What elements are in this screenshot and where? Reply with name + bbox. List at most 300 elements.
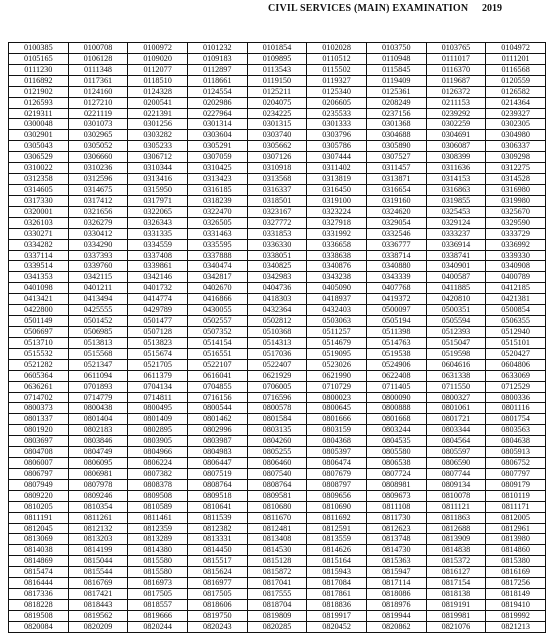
roll-number-cell: 0310425	[187, 163, 247, 174]
roll-number-cell: 0301314	[187, 119, 247, 130]
roll-number-cell: 0106128	[68, 53, 128, 64]
roll-number-cell: 0803344	[426, 425, 486, 436]
roll-number-cell: 0432403	[307, 305, 367, 316]
roll-number-cell: 0802996	[187, 425, 247, 436]
roll-number-cell: 0519538	[366, 348, 426, 359]
roll-number-cell: 0819410	[486, 600, 546, 611]
roll-number-cell: 0515532	[9, 348, 69, 359]
roll-number-cell: 0819809	[247, 610, 307, 621]
roll-number-cell: 0302305	[486, 119, 546, 130]
table-row	[9, 75, 546, 86]
roll-number-cell: 0716596	[247, 392, 307, 403]
roll-number-cell: 0125340	[307, 86, 367, 97]
roll-number-cell: 0109020	[128, 53, 188, 64]
roll-number-cell: 0814869	[9, 556, 69, 567]
roll-number-cell: 0326505	[187, 217, 247, 228]
roll-number-cell: 0419372	[366, 294, 426, 305]
roll-number-cell: 0317412	[68, 195, 128, 206]
table-row	[9, 567, 546, 578]
table-row	[9, 326, 546, 337]
roll-number-cell: 0805913	[486, 447, 546, 458]
exam-title: CIVIL SERVICES (MAIN) EXAMINATION	[268, 3, 469, 14]
roll-number-cell: 0704134	[128, 381, 188, 392]
roll-number-cell: 0306087	[426, 141, 486, 152]
roll-number-cell: 0816169	[486, 567, 546, 578]
roll-number-cell: 0314675	[68, 184, 128, 195]
exam-year: 2019	[482, 3, 502, 14]
roll-number-cell: 0401732	[128, 283, 188, 294]
roll-number-cell: 0301333	[307, 119, 367, 130]
roll-number-cell: 0803846	[68, 436, 128, 447]
roll-number-cell: 0802183	[68, 425, 128, 436]
roll-number-cell: 0813980	[486, 534, 546, 545]
roll-number-cell: 0806474	[307, 458, 367, 469]
roll-number-cell: 0820209	[68, 621, 128, 632]
roll-number-cell: 0305043	[9, 141, 69, 152]
roll-number-cell: 0313416	[128, 174, 188, 185]
roll-number-cell: 0340825	[247, 261, 307, 272]
table-row	[9, 621, 546, 632]
roll-number-cell: 0317330	[9, 195, 69, 206]
table-row	[9, 174, 546, 185]
table-row	[9, 64, 546, 75]
table-row	[9, 272, 546, 283]
roll-number-cell: 0817336	[9, 589, 69, 600]
roll-number-cell: 0302259	[426, 119, 486, 130]
roll-number-cell: 0807382	[128, 468, 188, 479]
roll-number-cell: 0818086	[366, 589, 426, 600]
roll-number-cell: 0803244	[366, 425, 426, 436]
roll-number-cell: 0512940	[486, 326, 546, 337]
roll-number-cell: 0706005	[247, 381, 307, 392]
table-row	[9, 359, 546, 370]
roll-number-cell: 0405090	[307, 283, 367, 294]
roll-number-cell: 0801668	[366, 414, 426, 425]
roll-number-cell: 0818606	[187, 600, 247, 611]
roll-number-cell: 0316863	[426, 184, 486, 195]
roll-number-cell: 0515568	[68, 348, 128, 359]
table-row	[9, 370, 546, 381]
roll-number-cell: 0811121	[426, 501, 486, 512]
roll-number-cell: 0119327	[307, 75, 367, 86]
roll-number-cell: 0338638	[307, 250, 367, 261]
roll-number-cell: 0432364	[247, 305, 307, 316]
roll-number-cell: 0301368	[366, 119, 426, 130]
roll-number-cell: 0336658	[307, 239, 367, 250]
roll-number-cell: 0813331	[187, 534, 247, 545]
roll-number-cell: 0801116	[486, 403, 546, 414]
roll-number-cell: 0333729	[486, 228, 546, 239]
roll-number-cell: 0819562	[68, 610, 128, 621]
roll-number-cell: 0816973	[128, 578, 188, 589]
roll-number-cell: 0511398	[366, 326, 426, 337]
roll-number-cell: 0342146	[128, 272, 188, 283]
roll-number-cell: 0416866	[187, 294, 247, 305]
roll-number-cell: 0312275	[486, 163, 546, 174]
roll-number-cell: 0503063	[307, 316, 367, 327]
roll-number-cell: 0521282	[9, 359, 69, 370]
table-row	[9, 228, 546, 239]
roll-number-cell: 0116892	[9, 75, 69, 86]
roll-number-cell: 0819944	[366, 610, 426, 621]
roll-number-cell: 0813909	[426, 534, 486, 545]
roll-number-cell: 0813559	[307, 534, 367, 545]
roll-number-cell: 0812005	[486, 512, 546, 523]
roll-number-cell: 0514313	[247, 337, 307, 348]
roll-number-cell: 0319100	[307, 195, 367, 206]
roll-number-cell: 0807978	[68, 479, 128, 490]
roll-number-cell: 0400789	[486, 272, 546, 283]
roll-number-cell: 0817861	[307, 589, 367, 600]
roll-number-cell: 0334290	[68, 239, 128, 250]
roll-number-cell: 0807744	[426, 468, 486, 479]
roll-number-cell: 0303282	[128, 130, 188, 141]
roll-number-cell: 0500854	[486, 305, 546, 316]
roll-number-cell: 0100972	[128, 43, 188, 54]
roll-number-cell: 0305233	[128, 141, 188, 152]
roll-number-cell: 0333237	[426, 228, 486, 239]
roll-number-cell: 0329124	[426, 217, 486, 228]
roll-number-cell: 0817421	[68, 589, 128, 600]
roll-number-cell: 0806590	[426, 458, 486, 469]
roll-number-cell: 0512393	[426, 326, 486, 337]
table-row	[9, 239, 546, 250]
roll-number-cell: 0306712	[128, 152, 188, 163]
roll-number-cell: 0800544	[187, 403, 247, 414]
roll-number-cell: 0716156	[187, 392, 247, 403]
roll-number-cell: 0801061	[426, 403, 486, 414]
roll-number-cell: 0807949	[9, 479, 69, 490]
roll-number-cell: 0806447	[187, 458, 247, 469]
roll-number-cell: 0808378	[128, 479, 188, 490]
table-row	[9, 490, 546, 501]
roll-number-cell: 0805255	[247, 447, 307, 458]
roll-number-cell: 0339330	[486, 250, 546, 261]
roll-number-cell: 0340880	[366, 261, 426, 272]
roll-number-cell: 0809518	[187, 490, 247, 501]
table-row	[9, 381, 546, 392]
roll-number-cell: 0318239	[187, 195, 247, 206]
roll-number-cell: 0117361	[68, 75, 128, 86]
roll-number-cell: 0806752	[486, 458, 546, 469]
roll-number-cell: 0506985	[68, 326, 128, 337]
roll-number-cell: 0514154	[187, 337, 247, 348]
table-row	[9, 501, 546, 512]
roll-number-cell: 0810641	[187, 501, 247, 512]
roll-number-cell: 0806224	[128, 458, 188, 469]
roll-number-cell: 0818557	[128, 600, 188, 611]
roll-number-cell: 0808764	[187, 479, 247, 490]
roll-number-cell: 0604806	[486, 359, 546, 370]
roll-number-cell: 0524906	[366, 359, 426, 370]
roll-number-cell: 0331853	[247, 228, 307, 239]
roll-number-cell: 0711405	[366, 381, 426, 392]
roll-number-cell: 0307126	[247, 152, 307, 163]
roll-number-cell: 0505194	[366, 316, 426, 327]
roll-number-cell: 0802895	[128, 425, 188, 436]
roll-number-cell: 0801584	[247, 414, 307, 425]
roll-number-cell: 0818138	[426, 589, 486, 600]
roll-number-cell: 0500351	[426, 305, 486, 316]
roll-number-cell: 0310236	[68, 163, 128, 174]
table-row	[9, 130, 546, 141]
table-row	[9, 250, 546, 261]
roll-number-cell: 0306337	[486, 141, 546, 152]
roll-number-cell: 0302901	[9, 130, 69, 141]
roll-number-cell: 0507128	[128, 326, 188, 337]
roll-number-cell: 0812382	[187, 523, 247, 534]
roll-number-cell: 0306660	[68, 152, 128, 163]
roll-number-cell: 0714811	[128, 392, 188, 403]
roll-number-cell: 0115845	[366, 64, 426, 75]
roll-number-cell: 0816127	[426, 567, 486, 578]
roll-number-cell: 0335595	[187, 239, 247, 250]
roll-number-cell: 0803159	[307, 425, 367, 436]
roll-number-cell: 0816977	[187, 578, 247, 589]
roll-number-cell: 0808797	[307, 479, 367, 490]
roll-number-cell: 0307059	[187, 152, 247, 163]
roll-number-cell: 0305786	[307, 141, 367, 152]
table-row	[9, 337, 546, 348]
roll-number-cell: 0118510	[128, 75, 188, 86]
roll-number-cell: 0611379	[128, 370, 188, 381]
roll-number-cell: 0820243	[187, 621, 247, 632]
roll-number-table	[8, 42, 546, 633]
table-row	[9, 414, 546, 425]
roll-number-cell: 0340908	[486, 261, 546, 272]
roll-number-cell: 0316337	[247, 184, 307, 195]
roll-number-cell: 0800023	[307, 392, 367, 403]
table-row	[9, 348, 546, 359]
table-row	[9, 479, 546, 490]
roll-number-cell: 0305291	[187, 141, 247, 152]
roll-number-cell: 0311636	[426, 163, 486, 174]
roll-number-cell: 0812045	[9, 523, 69, 534]
roll-number-cell: 0513813	[68, 337, 128, 348]
roll-number-cell: 0313568	[247, 174, 307, 185]
roll-number-cell: 0811261	[68, 512, 128, 523]
roll-number-cell: 0817041	[247, 578, 307, 589]
roll-number-cell: 0810354	[68, 501, 128, 512]
roll-number-cell: 0322065	[128, 206, 188, 217]
roll-number-cell: 0125361	[366, 86, 426, 97]
roll-number-cell: 0816444	[9, 578, 69, 589]
roll-number-cell: 0313423	[187, 174, 247, 185]
roll-number-cell: 0109183	[187, 53, 247, 64]
roll-number-cell: 0339760	[68, 261, 128, 272]
roll-number-cell: 0814199	[68, 545, 128, 556]
roll-number-cell: 0305890	[366, 141, 426, 152]
roll-number-cell: 0803697	[9, 436, 69, 447]
roll-number-cell: 0819981	[426, 610, 486, 621]
roll-number-cell: 0814838	[426, 545, 486, 556]
roll-number-cell: 0803135	[247, 425, 307, 436]
roll-number-cell: 0330271	[9, 228, 69, 239]
roll-number-cell: 0815872	[247, 567, 307, 578]
roll-number-cell: 0804638	[486, 436, 546, 447]
roll-number-cell: 0818704	[247, 600, 307, 611]
roll-number-cell: 0636261	[9, 381, 69, 392]
roll-number-cell: 0418937	[307, 294, 367, 305]
roll-number-cell: 0814860	[486, 545, 546, 556]
roll-number-cell: 0208249	[366, 97, 426, 108]
roll-number-cell: 0331463	[187, 228, 247, 239]
table-row	[9, 600, 546, 611]
roll-number-cell: 0304980	[486, 130, 546, 141]
roll-number-table-body	[9, 43, 546, 633]
roll-number-cell: 0339514	[9, 261, 69, 272]
roll-number-cell: 0127210	[68, 97, 128, 108]
roll-number-cell: 0413494	[68, 294, 128, 305]
roll-number-cell: 0330412	[68, 228, 128, 239]
roll-number-cell: 0311457	[366, 163, 426, 174]
roll-number-cell: 0308399	[426, 152, 486, 163]
roll-number-cell: 0303740	[247, 130, 307, 141]
roll-number-cell: 0506355	[486, 316, 546, 327]
roll-number-cell: 0817505	[187, 589, 247, 600]
roll-number-cell: 0519598	[426, 348, 486, 359]
roll-number-cell: 0314153	[426, 174, 486, 185]
roll-number-cell: 0336777	[366, 239, 426, 250]
roll-number-cell: 0806538	[366, 458, 426, 469]
roll-number-cell: 0812961	[486, 523, 546, 534]
roll-number-cell: 0316185	[187, 184, 247, 195]
roll-number-cell: 0811670	[247, 512, 307, 523]
roll-number-cell: 0342983	[247, 272, 307, 283]
roll-number-cell: 0200541	[128, 97, 188, 108]
roll-number-cell: 0334559	[128, 239, 188, 250]
roll-number-cell: 0714779	[68, 392, 128, 403]
roll-number-cell: 0813289	[128, 534, 188, 545]
roll-number-cell: 0101854	[247, 43, 307, 54]
roll-number-cell: 0519095	[307, 348, 367, 359]
roll-number-cell: 0811108	[366, 501, 426, 512]
roll-number-cell: 0800495	[128, 403, 188, 414]
roll-number-cell: 0814530	[247, 545, 307, 556]
roll-number-cell: 0621990	[307, 370, 367, 381]
roll-number-cell: 0815517	[187, 556, 247, 567]
roll-number-cell: 0125211	[247, 86, 307, 97]
roll-number-cell: 0811863	[426, 512, 486, 523]
roll-number-cell: 0814038	[9, 545, 69, 556]
roll-number-cell: 0227964	[187, 108, 247, 119]
roll-number-cell: 0616041	[187, 370, 247, 381]
roll-number-cell: 0420810	[426, 294, 486, 305]
roll-number-cell: 0302965	[68, 130, 128, 141]
roll-number-cell: 0515674	[128, 348, 188, 359]
roll-number-cell: 0522107	[187, 359, 247, 370]
roll-number-cell: 0810119	[486, 490, 546, 501]
roll-number-cell: 0100708	[68, 43, 128, 54]
roll-number-cell: 0118661	[187, 75, 247, 86]
roll-number-cell: 0800336	[486, 392, 546, 403]
table-row	[9, 283, 546, 294]
roll-number-cell: 0313871	[366, 174, 426, 185]
roll-number-cell: 0800578	[247, 403, 307, 414]
roll-number-cell: 0815580	[128, 567, 188, 578]
roll-number-cell: 0800327	[426, 392, 486, 403]
roll-number-cell: 0809134	[426, 479, 486, 490]
roll-number-cell: 0221391	[128, 108, 188, 119]
roll-number-cell: 0315950	[128, 184, 188, 195]
roll-number-cell: 0605364	[9, 370, 69, 381]
roll-number-cell: 0812359	[128, 523, 188, 534]
roll-number-cell: 0801754	[486, 414, 546, 425]
roll-number-cell: 0712529	[486, 381, 546, 392]
roll-number-cell: 0815544	[68, 567, 128, 578]
roll-number-cell: 0812591	[307, 523, 367, 534]
roll-number-cell: 0303796	[307, 130, 367, 141]
roll-number-cell: 0326279	[68, 217, 128, 228]
roll-number-cell: 0815624	[187, 567, 247, 578]
roll-number-cell: 0402670	[187, 283, 247, 294]
roll-number-cell: 0324620	[366, 206, 426, 217]
roll-number-cell: 0327918	[307, 217, 367, 228]
roll-number-cell: 0819666	[128, 610, 188, 621]
roll-number-cell: 0515101	[486, 337, 546, 348]
roll-number-cell: 0805397	[307, 447, 367, 458]
roll-number-cell: 0113543	[247, 64, 307, 75]
roll-number-cell: 0803563	[486, 425, 546, 436]
roll-number-cell: 0307527	[366, 152, 426, 163]
table-row	[9, 195, 546, 206]
roll-number-cell: 0809673	[366, 490, 426, 501]
roll-number-cell: 0319160	[366, 195, 426, 206]
roll-number-cell: 0804535	[366, 436, 426, 447]
roll-number-cell: 0804368	[307, 436, 367, 447]
roll-number-cell: 0516551	[187, 348, 247, 359]
roll-number-cell: 0501477	[128, 316, 188, 327]
roll-number-cell: 0337393	[68, 250, 128, 261]
roll-number-cell: 0514679	[307, 337, 367, 348]
roll-number-cell: 0235533	[307, 108, 367, 119]
roll-number-cell: 0312596	[68, 174, 128, 185]
roll-number-cell: 0514763	[366, 337, 426, 348]
roll-number-cell: 0411885	[426, 283, 486, 294]
page-header	[0, 0, 550, 38]
roll-number-cell: 0337888	[187, 250, 247, 261]
roll-number-cell: 0819917	[307, 610, 367, 621]
roll-number-cell: 0814380	[128, 545, 188, 556]
roll-number-cell: 0819191	[426, 600, 486, 611]
roll-number-cell: 0812623	[366, 523, 426, 534]
roll-number-cell: 0313819	[307, 174, 367, 185]
roll-number-cell: 0323167	[247, 206, 307, 217]
roll-number-cell: 0111017	[426, 53, 486, 64]
roll-number-cell: 0814730	[366, 545, 426, 556]
roll-number-cell: 0622408	[366, 370, 426, 381]
roll-number-cell: 0103765	[426, 43, 486, 54]
table-row	[9, 578, 546, 589]
roll-number-cell: 0505594	[426, 316, 486, 327]
table-row	[9, 512, 546, 523]
roll-number-cell: 0401098	[9, 283, 69, 294]
table-row	[9, 108, 546, 119]
roll-number-cell: 0522407	[247, 359, 307, 370]
roll-number-cell: 0112077	[128, 64, 188, 75]
roll-number-cell: 0817154	[426, 578, 486, 589]
roll-number-cell: 0329054	[366, 217, 426, 228]
roll-number-cell: 0515047	[426, 337, 486, 348]
roll-number-cell: 0326343	[128, 217, 188, 228]
roll-number-cell: 0815128	[247, 556, 307, 567]
roll-number-cell: 0818443	[68, 600, 128, 611]
roll-number-cell: 0815372	[426, 556, 486, 567]
roll-number-cell: 0407768	[366, 283, 426, 294]
table-row	[9, 206, 546, 217]
roll-number-cell: 0517036	[247, 348, 307, 359]
table-row	[9, 217, 546, 228]
